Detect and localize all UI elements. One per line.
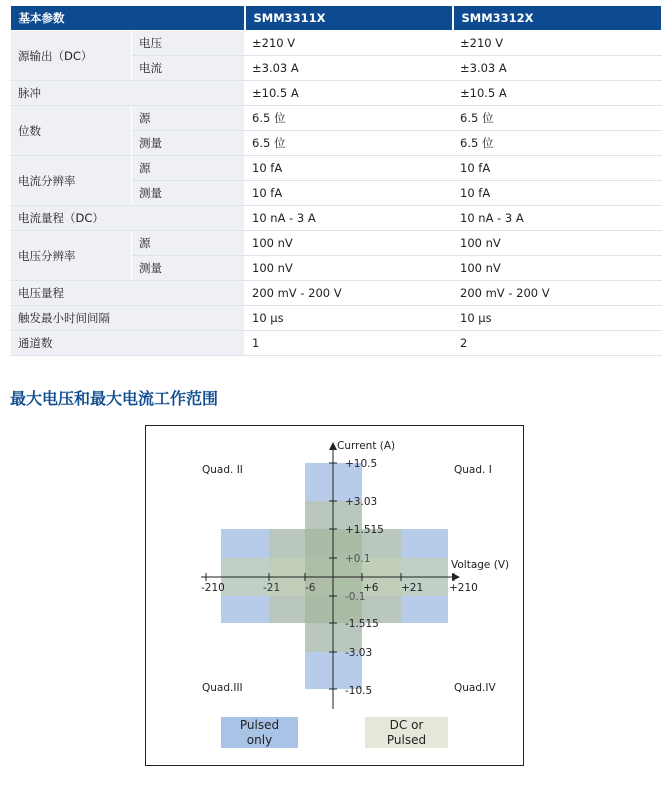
y-tick-label: -3.03 (345, 647, 373, 659)
cell-value: 200 mV - 200 V (453, 281, 662, 306)
cell-value: ±3.03 A (453, 56, 662, 81)
cell-value: 6.5 位 (453, 106, 662, 131)
x-axis-label: Voltage (V) (451, 559, 510, 571)
cell-value: ±10.5 A (245, 81, 453, 106)
cell-value: 100 nV (453, 256, 662, 281)
cell-value: 100 nV (245, 256, 453, 281)
y-tick-label: -1.515 (345, 618, 379, 630)
cell-value: 100 nV (245, 231, 453, 256)
row-label: 源输出（DC） (11, 31, 132, 81)
quadrant-2-label: Quad. II (202, 464, 243, 476)
y-tick-label: +10.5 (345, 458, 378, 470)
quadrant-1-label: Quad. I (454, 464, 492, 476)
y-tick-label: -10.5 (345, 685, 373, 697)
cell-value: 100 nV (453, 231, 662, 256)
cell-value: 6.5 位 (245, 131, 453, 156)
cell-value: ±10.5 A (453, 81, 662, 106)
legend-dc-or-pulsed (365, 717, 448, 748)
row-label: 电压量程 (11, 281, 245, 306)
x-axis-arrow (452, 573, 460, 581)
cell-value: 10 fA (245, 181, 453, 206)
legend-dc-line1: DC or (389, 718, 424, 732)
legend-pulsed-only (221, 717, 298, 748)
x-tick-label: +6 (363, 582, 379, 594)
cell-value: 10 nA - 3 A (453, 206, 662, 231)
y-axis-label: Current (A) (337, 440, 396, 452)
row-label: 电流分辨率 (11, 156, 132, 206)
legend-pulsed-line2: only (246, 733, 273, 747)
y-tick-label: +3.03 (345, 496, 378, 508)
cell-value: 1 (245, 331, 453, 356)
y-tick-label: +0.1 (345, 553, 371, 565)
row-sublabel: 源 (132, 156, 245, 181)
cell-value: 6.5 位 (245, 106, 453, 131)
cell-value: 200 mV - 200 V (245, 281, 453, 306)
cell-value: 10 nA - 3 A (245, 206, 453, 231)
quadrant-4-label: Quad.IV (454, 682, 496, 694)
header-param: 基本参数 (11, 6, 245, 31)
cell-value: 10 μs (453, 306, 662, 331)
row-label: 脉冲 (11, 81, 245, 106)
header-smm3311x: SMM3311X (245, 6, 453, 31)
cell-value: 6.5 位 (453, 131, 662, 156)
x-tick-label: -6 (305, 582, 316, 594)
cell-value: ±210 V (245, 31, 453, 56)
row-label: 电流量程（DC） (11, 206, 245, 231)
x-tick-label: -210 (201, 582, 225, 594)
row-sublabel: 测量 (132, 181, 245, 206)
x-tick-label: +210 (449, 582, 478, 594)
header-smm3312x: SMM3312X (453, 6, 662, 31)
row-label: 触发最小时间间隔 (11, 306, 245, 331)
row-label: 电压分辨率 (11, 231, 132, 281)
quadrant-3-label: Quad.III (202, 682, 243, 694)
row-sublabel: 源 (132, 231, 245, 256)
row-sublabel: 源 (132, 106, 245, 131)
row-sublabel: 测量 (132, 131, 245, 156)
y-axis-arrow (329, 442, 337, 450)
spec-table (10, 6, 663, 356)
cell-value: ±210 V (453, 31, 662, 56)
row-sublabel: 电流 (132, 56, 245, 81)
y-tick-label: +1.515 (345, 524, 384, 536)
legend-dc-line2: Pulsed (386, 733, 427, 747)
cell-value: ±3.03 A (245, 56, 453, 81)
cell-value: 10 fA (453, 156, 662, 181)
legend-pulsed-line1: Pulsed (239, 718, 280, 732)
x-tick-label: -21 (263, 582, 281, 594)
cell-value: 10 fA (245, 156, 453, 181)
x-tick-label: +21 (401, 582, 424, 594)
operating-range-diagram (145, 425, 524, 766)
row-label: 通道数 (11, 331, 245, 356)
row-sublabel: 测量 (132, 256, 245, 281)
section-title: 最大电压和最大电流工作范围 (10, 389, 219, 408)
cell-value: 2 (453, 331, 662, 356)
row-sublabel: 电压 (132, 31, 245, 56)
operating-range-svg (146, 426, 525, 767)
y-tick-label: -0.1 (345, 591, 366, 603)
row-label: 位数 (11, 106, 132, 156)
cell-value: 10 μs (245, 306, 453, 331)
cell-value: 10 fA (453, 181, 662, 206)
